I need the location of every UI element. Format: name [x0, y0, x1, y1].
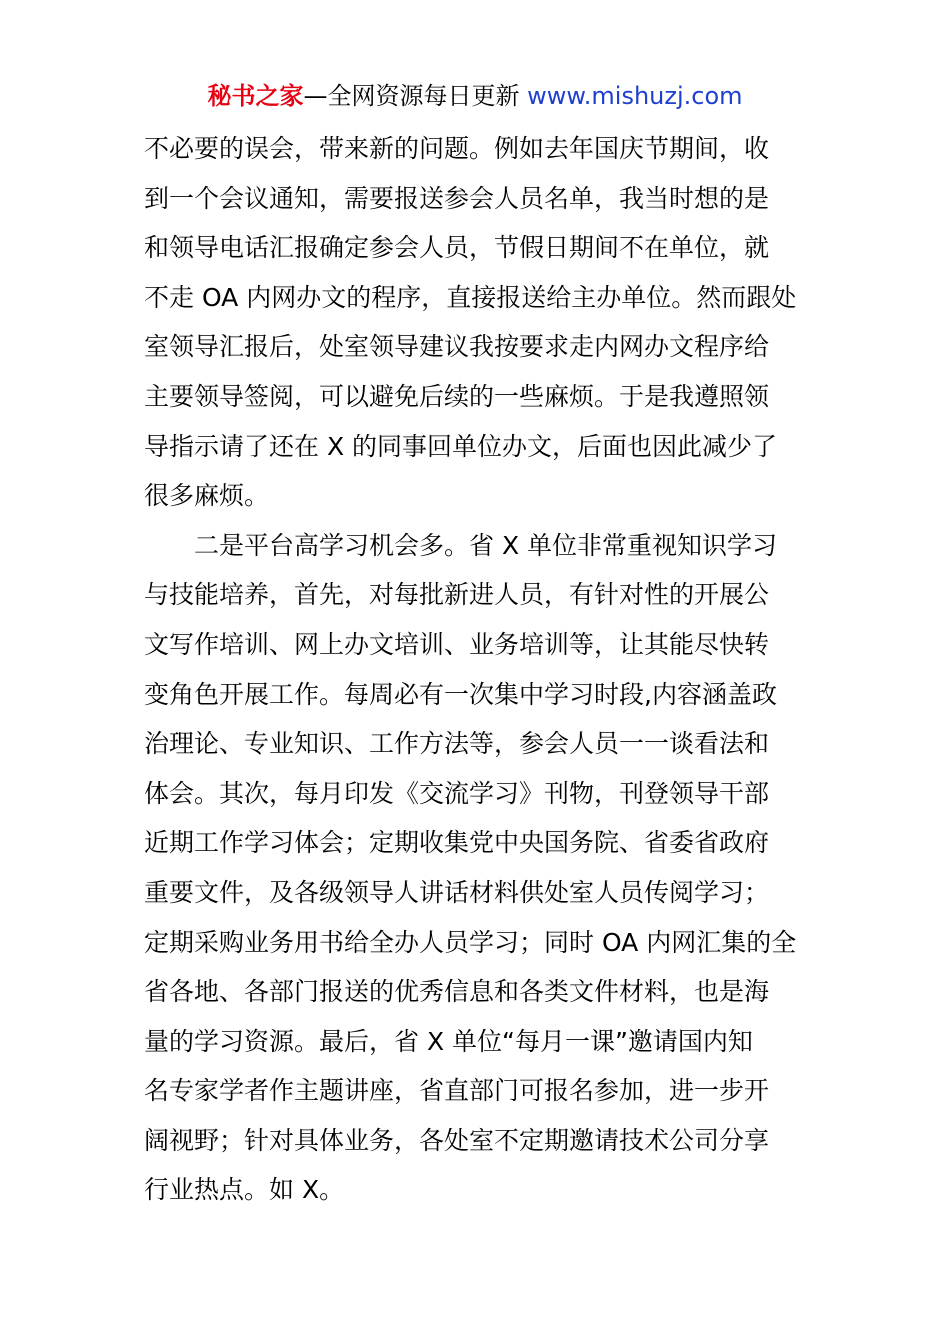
text-line: 治理论、专业知识、工作方法等，参会人员一一谈看法和	[144, 729, 770, 759]
text-line: 阔视野；针对具体业务，各处室不定期邀请技术公司分享	[144, 1125, 770, 1155]
header-tagline: —全网资源每日更新	[303, 82, 528, 110]
text-line: 近期工作学习体会；定期收集党中央国务院、省委省政府	[144, 828, 770, 858]
text-line: 行业热点。如 X。	[144, 1175, 345, 1205]
site-url: www.mishuzj.com	[527, 82, 743, 110]
text-line: 定期采购业务用书给全办人员学习；同时 OA 内网汇集的全	[144, 927, 797, 957]
text-line: 二是平台高学习机会多。省 X 单位非常重视知识学习	[194, 530, 778, 560]
text-line: 到一个会议通知，需要报送参会人员名单，我当时想的是	[144, 183, 770, 213]
paragraph-1	[144, 124, 806, 521]
text-line: 文写作培训、网上办文培训、业务培训等，让其能尽快转	[144, 629, 770, 659]
text-line: 体会。其次，每月印发《交流学习》刊物，刊登领导干部	[144, 778, 770, 808]
text-line: 主要领导签阅，可以避免后续的一些麻烦。于是我遵照领	[144, 381, 770, 411]
text-line: 量的学习资源。最后，省 X 单位“每月一课”邀请国内知	[144, 1026, 753, 1056]
text-line: 重要文件，及各级领导人讲话材料供处室人员传阅学习；	[144, 877, 770, 907]
text-line: 不必要的误会，带来新的问题。例如去年国庆节期间，收	[144, 134, 770, 163]
text-line: 很多麻烦。	[144, 481, 270, 511]
paragraph-2	[144, 521, 806, 1215]
text-line: 名专家学者作主题讲座，省直部门可报名参加，进一步开	[144, 1076, 770, 1106]
text-line: 省各地、各部门报送的优秀信息和各类文件材料，也是海	[144, 977, 770, 1007]
text-line: 不走 OA 内网办文的程序，直接报送给主办单位。然而跟处	[144, 282, 797, 312]
text-line: 与技能培养，首先，对每批新进人员，有针对性的开展公	[144, 580, 770, 610]
text-line: 和领导电话汇报确定参会人员，节假日期间不在单位，就	[144, 233, 770, 263]
text-line: 室领导汇报后，处室领导建议我按要求走内网办文程序给	[144, 332, 770, 362]
text-line: 导指示请了还在 X 的同事回单位办文，后面也因此减少了	[144, 431, 778, 461]
brand-name: 秘书之家	[207, 82, 304, 110]
document-body	[144, 124, 806, 1215]
page-header	[0, 80, 950, 112]
text-line: 变角色开展工作。每周必有一次集中学习时段,内容涵盖政	[144, 679, 777, 709]
